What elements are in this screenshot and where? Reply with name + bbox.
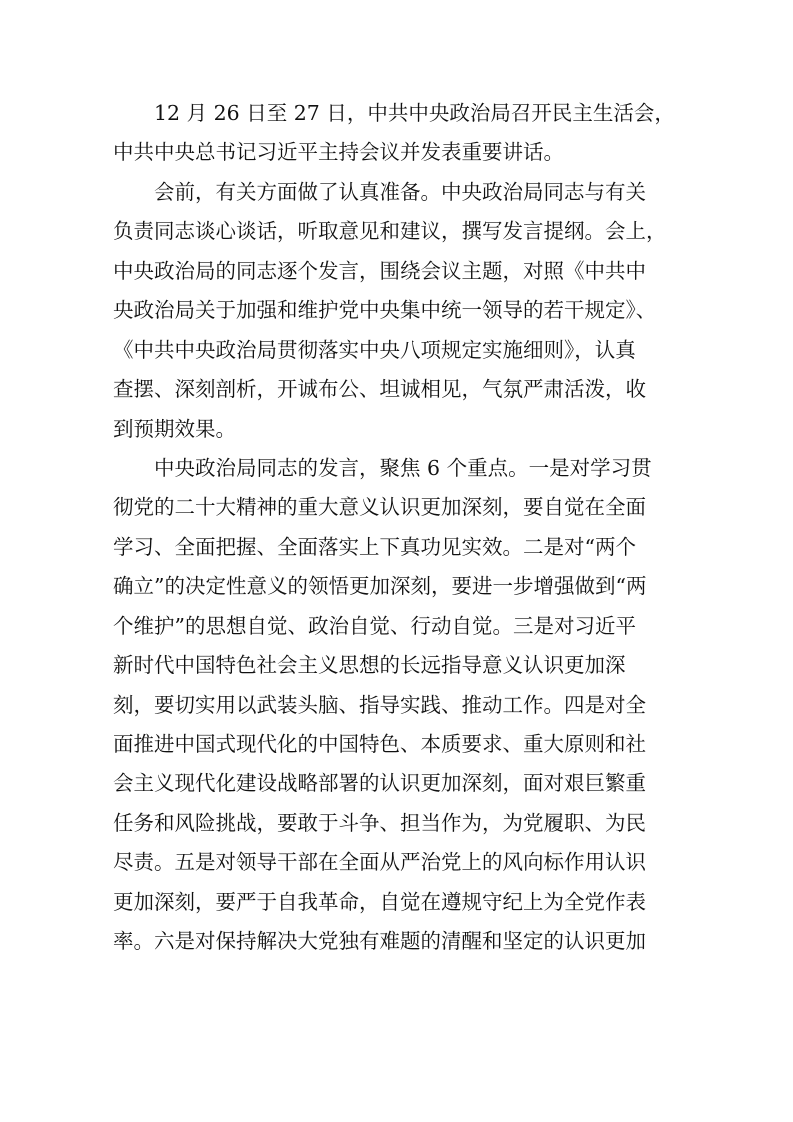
text-line: 任务和风险挑战，要敢于斗争、担当作为，为党履职、为民 (113, 810, 646, 835)
text-line: 12 月 26 日至 27 日，中共中央政治局召开民主生活会， (113, 101, 675, 125)
text-line: 面推进中国式现代化的中国特色、本质要求、重大原则和社 (113, 732, 646, 756)
text-line: 彻党的二十大精神的重大意义认识更加深刻，要自觉在全面 (113, 495, 646, 520)
text-line: 中共中央总书记习近平主持会议并发表重要讲话。 (113, 140, 564, 165)
text-line: 中央政治局的同志逐个发言，围绕会议主题，对照《中共中 (113, 258, 646, 283)
text-line: 中央政治局同志的发言，聚焦 6 个重点。一是对学习贯 (113, 455, 652, 480)
text-line: 负责同志谈心谈话，听取意见和建议，撰写发言提纲。会上， (113, 219, 667, 244)
text-line: 个维护”的思想自觉、政治自觉、行动自觉。三是对习近平 (113, 613, 636, 638)
text-line: 《中共中央政治局贯彻落实中央八项规定实施细则》，认真 (113, 337, 636, 362)
text-line: 尽责。五是对领导干部在全面从严治党上的风向标作用认识 (113, 850, 646, 875)
text-line: 新时代中国特色社会主义思想的长远指导意义认识更加深 (113, 653, 626, 678)
text-line: 会主义现代化建设战略部署的认识更加深刻，面对艰巨繁重 (113, 771, 646, 796)
text-line: 查摆、深刻剖析，开诚布公、坦诚相见，气氛严肃活泼，收 (113, 377, 646, 402)
text-line: 刻，要切实用以武装头脑、指导实践、推动工作。四是对全 (113, 692, 646, 717)
text-line: 确立”的决定性意义的领悟更加深刻，要进一步增强做到“两 (113, 574, 647, 599)
text-line: 更加深刻，要严于自我革命，自觉在遵规守纪上为全党作表 (113, 889, 646, 914)
body-text (113, 94, 681, 962)
text-line: 到预期效果。 (113, 416, 236, 441)
text-line: 央政治局关于加强和维护党中央集中统一领导的若干规定》、 (113, 298, 657, 323)
text-line: 会前，有关方面做了认真准备。中央政治局同志与有关 (113, 179, 646, 204)
text-line: 学习、全面把握、全面落实上下真功见实效。二是对“两个 (113, 534, 636, 559)
text-line: 率。六是对保持解决大党独有难题的清醒和坚定的认识更加 (113, 929, 646, 954)
